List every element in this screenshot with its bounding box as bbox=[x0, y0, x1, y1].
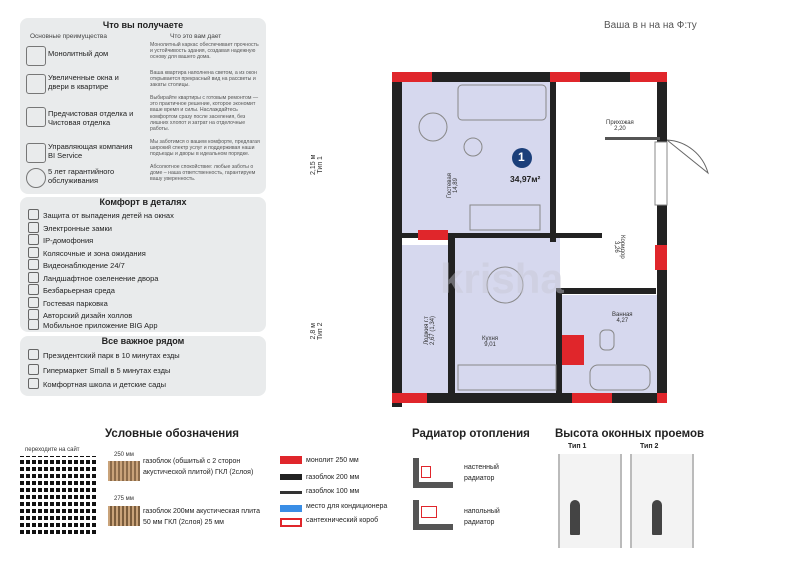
plumbing-box bbox=[562, 335, 584, 365]
benefit-name: Монолитный дом bbox=[48, 49, 109, 58]
windows-title: Высота оконных проемов bbox=[555, 428, 705, 440]
floor-radiator-mark bbox=[421, 506, 437, 518]
entry-door bbox=[667, 140, 708, 173]
inner-wall bbox=[550, 82, 556, 242]
wall-radiator-label: настенный радиатор bbox=[464, 464, 499, 482]
comfort-item: Безбарьерная среда bbox=[28, 284, 115, 296]
right-wall-top bbox=[657, 72, 667, 142]
left-wall bbox=[392, 72, 402, 407]
benefits-col1: Основные преимущества bbox=[30, 33, 107, 40]
phone-icon bbox=[28, 319, 39, 330]
wall-text-2: газоблок 200мм акустическая плита 50 мм ГКЛ (2слоя) 25 мм bbox=[143, 508, 261, 526]
gasblock100-swatch bbox=[280, 491, 302, 494]
benefit-name: Увеличенные окна и двери в квартире bbox=[48, 73, 119, 91]
benefit-5 bbox=[26, 164, 262, 194]
benefit-1 bbox=[26, 42, 262, 72]
floor-radiator-label: напольный радиатор bbox=[464, 508, 500, 526]
watermark: krisha bbox=[440, 255, 564, 302]
entry-opening bbox=[655, 142, 667, 205]
child-safety-icon bbox=[28, 209, 39, 220]
monolith bbox=[550, 72, 580, 82]
nearby-item: Президентский парк в 10 минутах езды bbox=[28, 349, 180, 361]
window-dim-lower: 2,8 м Тип 2 bbox=[310, 322, 324, 340]
benefit-name: Предчистовая отделка и Чистовая отделка bbox=[48, 109, 134, 127]
benefit-desc: Мы заботимся о вашем комфорте, предлагая широкий спектр услуг и поддерживая наши подъезды и дворы в идеальном порядке. bbox=[150, 139, 260, 158]
benefit-desc: Абсолютное спокойствие: любые заботы о доме – наша ответственность, гарантируем вашу уверенность. bbox=[150, 164, 256, 183]
nearby-title: Все важное рядом bbox=[101, 336, 185, 346]
legend-plumbing: сантехнический короб bbox=[306, 517, 379, 524]
nearby-item: Гипермаркет Small в 5 минутах езды bbox=[28, 364, 170, 376]
ac-swatch bbox=[280, 505, 302, 512]
comfort-item: IP-домофония bbox=[28, 234, 93, 246]
person-silhouette-1 bbox=[570, 500, 580, 535]
wall-thickness-1: 250 мм bbox=[114, 452, 134, 458]
intercom-icon bbox=[28, 234, 39, 245]
bath-wall bbox=[556, 288, 656, 294]
benefit-desc: Выбирайте квартиры с готовым ремонтом — это практичное решение, которое экономит ваше время и силы. Наслаждайтесь комфортом сразу после заселения, без лишних хлопот и затрат на отделочные работы. bbox=[150, 95, 259, 133]
bath-wall bbox=[556, 288, 562, 393]
school-icon bbox=[28, 378, 39, 389]
wall-swatch-1 bbox=[108, 461, 140, 481]
comfort-item: Колясочные и зона ожидания bbox=[28, 247, 146, 259]
benefit-name: 5 лет гарантийного обслуживания bbox=[48, 167, 115, 185]
comfort-item: Авторский дизайн холлов bbox=[28, 309, 132, 321]
monolith bbox=[657, 393, 667, 403]
window-type1: Тип 1 bbox=[568, 443, 587, 450]
accessibility-icon bbox=[28, 284, 39, 295]
comfort-item: Гостевая парковка bbox=[28, 297, 108, 309]
apartment-area: 34,97м² bbox=[510, 174, 541, 184]
comfort-item: Электронные замки bbox=[28, 222, 112, 234]
comfort-title: Комфорт в деталях bbox=[99, 197, 187, 207]
wall-thickness-2: 275 мм bbox=[114, 496, 134, 502]
wall-radiator-mark bbox=[421, 466, 431, 478]
person-silhouette-2 bbox=[652, 500, 662, 535]
roller-icon bbox=[26, 107, 46, 127]
monolith bbox=[572, 393, 612, 403]
living-label: Гостевая 14,89 bbox=[447, 173, 459, 198]
benefits-panel bbox=[20, 18, 266, 194]
wall-text-1: газоблок (обшитый с 2 сторон акустической плитой) ГКЛ (2слоя) bbox=[143, 458, 254, 476]
benefit-desc: Ваша квартира наполнена светом, а из окон открывается прекрасный вид на рассветы и закаты столицы. bbox=[150, 70, 257, 89]
legend-gasblock200: газоблок 200 мм bbox=[306, 474, 360, 481]
comfort-item: Ландшафтное озеленение двора bbox=[28, 272, 158, 284]
monolith bbox=[630, 72, 667, 82]
wall-radiator-icon bbox=[413, 458, 453, 488]
car-icon bbox=[28, 297, 39, 308]
benefit-desc: Монолитный каркас обеспечивает прочность и устойчивость здания, создавая надежную основу для вашего дома. bbox=[150, 42, 259, 61]
plan-header: Ваша в н на на Ф:ту bbox=[604, 20, 697, 31]
monolith-swatch bbox=[280, 456, 302, 464]
qr-label: переходите на сайт bbox=[25, 447, 80, 453]
kitchen-label: Кухня 9,01 bbox=[482, 336, 499, 348]
window-icon bbox=[26, 74, 46, 94]
bottom-wall bbox=[392, 393, 667, 403]
window-dim-upper: 2,15 м Тип 1 bbox=[310, 154, 324, 175]
wall-swatch-2 bbox=[108, 506, 140, 526]
window-type2: Тип 2 bbox=[640, 443, 659, 450]
legend-ac: место для кондиционера bbox=[306, 503, 388, 510]
benefits-col2: Что это вам дает bbox=[170, 33, 222, 40]
legend-gasblock100: газоблок 100 мм bbox=[306, 488, 360, 495]
floor-plan bbox=[300, 55, 720, 415]
loggia-label: Лоджия г.т 2,67 (1,34) bbox=[424, 315, 436, 345]
benefits-title: Что вы получаете bbox=[102, 20, 184, 30]
guarantee-icon bbox=[26, 168, 46, 188]
lock-icon bbox=[28, 222, 39, 233]
legend-title: Условные обозначения bbox=[105, 428, 240, 440]
hall-wall bbox=[605, 137, 660, 140]
comfort-item: Мобильное приложение BIG App bbox=[28, 319, 158, 331]
qr-code[interactable] bbox=[20, 456, 98, 534]
nearby-item: Комфортная школа и детские сады bbox=[28, 378, 166, 390]
apartment-number: 1 bbox=[518, 150, 525, 164]
monolith bbox=[418, 230, 448, 240]
benefit-name: Управляющая компания BI Service bbox=[48, 142, 133, 160]
bath-label: Ванная 4,27 bbox=[612, 312, 633, 324]
comfort-panel bbox=[20, 197, 266, 332]
tree-icon bbox=[28, 272, 39, 283]
building-icon bbox=[26, 46, 46, 66]
right-wall bbox=[657, 205, 667, 403]
hall-label: Прихожая 2,20 bbox=[606, 120, 634, 132]
monolith bbox=[392, 393, 427, 403]
radiator-title: Радиатор отопления bbox=[412, 428, 530, 440]
benefit-3 bbox=[26, 95, 262, 139]
cart-icon bbox=[28, 364, 39, 375]
legend-monolith: монолит 250 мм bbox=[306, 457, 359, 464]
window-type2-diagram bbox=[630, 454, 694, 548]
monolith bbox=[655, 245, 667, 270]
window-type1-diagram bbox=[558, 454, 622, 548]
plumbing-swatch bbox=[280, 518, 302, 527]
corridor-label: Коридор 3,26 bbox=[613, 235, 625, 259]
park-icon bbox=[28, 349, 39, 360]
nearby-panel bbox=[20, 336, 266, 396]
service-icon bbox=[26, 143, 46, 163]
monolith bbox=[392, 72, 432, 82]
camera-icon bbox=[28, 259, 39, 270]
stroller-icon bbox=[28, 247, 39, 258]
outer-wall bbox=[392, 72, 667, 82]
gasblock200-swatch bbox=[280, 474, 302, 480]
comfort-item: Видеонаблюдение 24/7 bbox=[28, 259, 125, 271]
comfort-item: Защита от выпадения детей на окнах bbox=[28, 209, 174, 221]
